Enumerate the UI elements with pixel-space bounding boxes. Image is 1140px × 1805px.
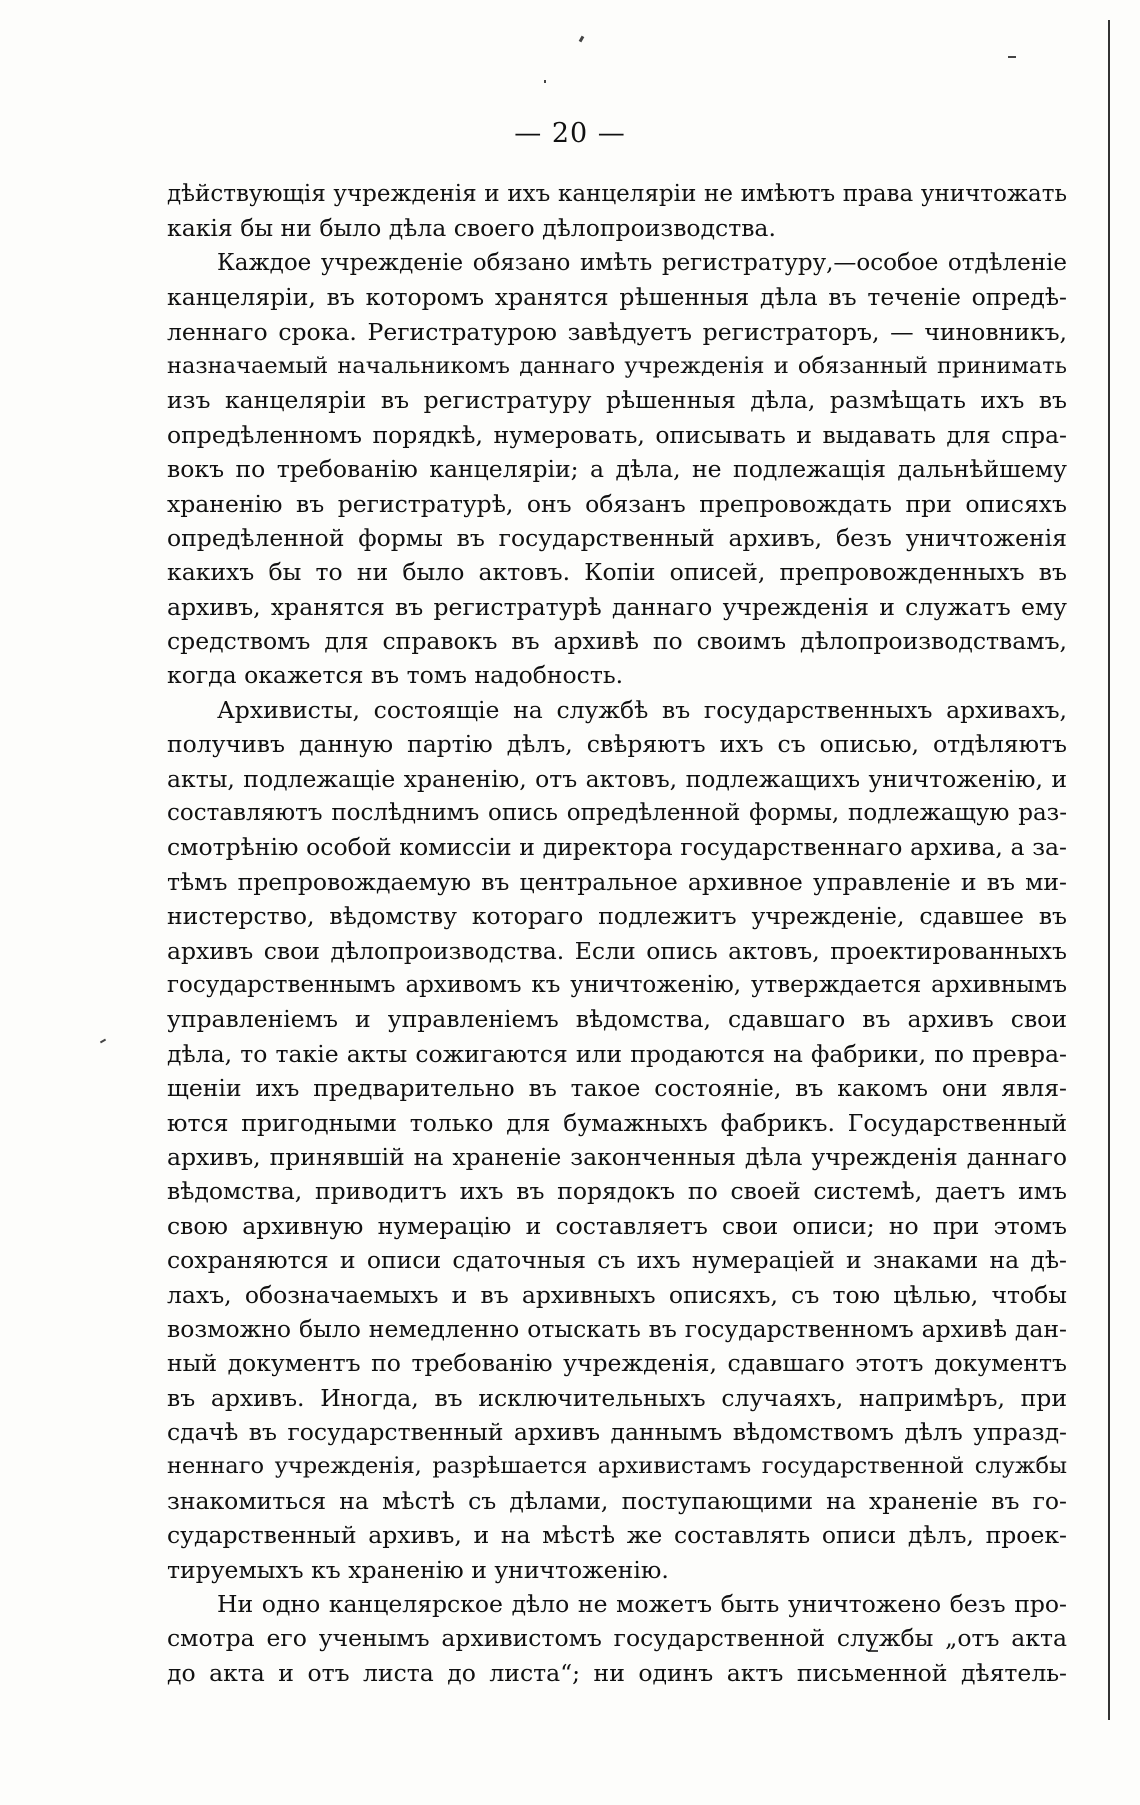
text-line: средствомъ для справокъ въ архивѣ по своимъ дѣлопроизводствамъ, [167, 627, 1067, 656]
text-line: нистерство, вѣдомству котораго подлежитъ учрежденіе, сдавшее въ [167, 902, 1067, 931]
text-line: тѣмъ препровождаемую въ центральное архивное управленіе и въ ми- [167, 867, 1067, 896]
text-line: ются пригодными только для бумажныхъ фабрикъ. Государственный [167, 1108, 1067, 1137]
text-line: опредѣленной формы въ государственный архивъ, безъ уничтоженія [167, 523, 1067, 552]
text-line: какихъ бы то ни было актовъ. Копіи описей, препровожденныхъ въ [167, 558, 1067, 587]
text-line: ный документъ по требованію учрежденія, сдавшаго этотъ документъ [167, 1349, 1067, 1378]
page-number: — 20 — [514, 118, 626, 149]
text-line: канцеляріи, въ которомъ хранятся рѣшенныя дѣла въ теченіе опредѣ- [167, 283, 1067, 312]
text-line: получивъ данную партію дѣлъ, свѣряютъ ихъ съ описью, отдѣляютъ [167, 730, 1067, 759]
text-line: возможно было немедленно отыскать въ государственномъ архивѣ дан- [167, 1314, 1067, 1343]
text-line: Архивисты, состоящіе на службѣ въ государственныхъ архивахъ, [217, 695, 1067, 724]
text-line: сохраняются и описи сдаточныя съ ихъ нумераціей и знаками на дѣ- [167, 1246, 1067, 1275]
text-line: храненію въ регистратурѣ, онъ обязанъ препровождать при описяхъ [167, 489, 1067, 518]
text-line: неннаго учрежденія, разрѣшается архивистамъ государственной службы [167, 1453, 1067, 1480]
text-line: сударственный архивъ, и на мѣстѣ же составлять описи дѣлъ, проек- [167, 1521, 1067, 1550]
scan-speck [1008, 56, 1016, 58]
text-line: дѣла, то такіе акты сожигаются или продаются на фабрики, по превра- [167, 1039, 1067, 1068]
text-line: смотрѣнію особой комиссіи и директора государственнаго архива, а за- [167, 833, 1067, 862]
text-line: знакомиться на мѣстѣ съ дѣлами, поступающими на храненіе въ го- [167, 1486, 1067, 1515]
scan-speck [100, 1039, 106, 1044]
text-line: въ архивъ. Иногда, въ исключительныхъ случаяхъ, напримѣръ, при [167, 1383, 1067, 1412]
text-line: лахъ, обозначаемыхъ и въ архивныхъ описяхъ, съ тою цѣлью, чтобы [167, 1280, 1067, 1309]
text-line: леннаго срока. Регистратурою завѣдуетъ регистраторъ, — чиновникъ, [167, 317, 1067, 346]
text-line: какія бы ни было дѣла своего дѣлопроизводства. [167, 214, 776, 243]
page-edge-line [1108, 20, 1110, 1720]
text-line: смотра его ученымъ архивистомъ государственной службы „отъ акта [167, 1624, 1067, 1653]
scan-speck [579, 36, 585, 43]
text-line: Каждое учрежденіе обязано имѣть регистратуру,—особое отдѣленіе [217, 249, 1067, 276]
text-line: когда окажется въ томъ надобность. [167, 661, 624, 690]
scan-speck [544, 80, 546, 83]
text-line: архивъ, принявшій на храненіе законченныя дѣла учрежденія даннаго [167, 1142, 1067, 1171]
text-line: государственнымъ архивомъ къ уничтоженію, утверждается архивнымъ [167, 971, 1067, 998]
body-text [167, 177, 1067, 1690]
text-line: щеніи ихъ предварительно въ такое состояніе, въ какомъ они явля- [167, 1074, 1067, 1103]
text-line: изъ канцеляріи въ регистратуру рѣшенныя дѣла, размѣщать ихъ въ [167, 386, 1067, 415]
text-line: вѣдомства, приводитъ ихъ въ порядокъ по своей системѣ, даетъ имъ [167, 1177, 1067, 1206]
text-line: сдачѣ въ государственный архивъ даннымъ вѣдомствомъ дѣлъ упразд- [167, 1418, 1067, 1447]
text-line: архивъ, хранятся въ регистратурѣ даннаго учрежденія и служатъ ему [167, 592, 1067, 621]
text-line: дѣйствующія учрежденія и ихъ канцеляріи не имѣютъ права уничтожать [167, 181, 1067, 207]
text-line: свою архивную нумерацію и составляетъ свои описи; но при этомъ [167, 1211, 1067, 1240]
text-line: составляютъ послѣднимъ опись опредѣленной формы, подлежащую раз- [167, 800, 1067, 827]
text-line: опредѣленномъ порядкѣ, нумеровать, описывать и выдавать для спра- [167, 420, 1067, 449]
text-line: управленіемъ и управленіемъ вѣдомства, сдавшаго въ архивъ свои [167, 1005, 1067, 1034]
text-line: до акта и отъ листа до листа“; ни одинъ актъ письменной дѣятель- [167, 1658, 1067, 1687]
text-line: тируемыхъ къ храненію и уничтоженію. [167, 1555, 669, 1584]
text-line: Ни одно канцелярское дѣло не можетъ быть уничтожено безъ про- [217, 1590, 1067, 1619]
text-line: архивъ свои дѣлопроизводства. Если опись актовъ, проектированныхъ [167, 936, 1067, 965]
text-line: назначаемый начальникомъ даннаго учрежденія и обязанный принимать [167, 352, 1067, 379]
text-line: вокъ по требованію канцеляріи; а дѣла, не подлежащія дальнѣйшему [167, 455, 1067, 484]
text-line: акты, подлежащіе храненію, отъ актовъ, подлежащихъ уничтоженію, и [167, 764, 1067, 793]
